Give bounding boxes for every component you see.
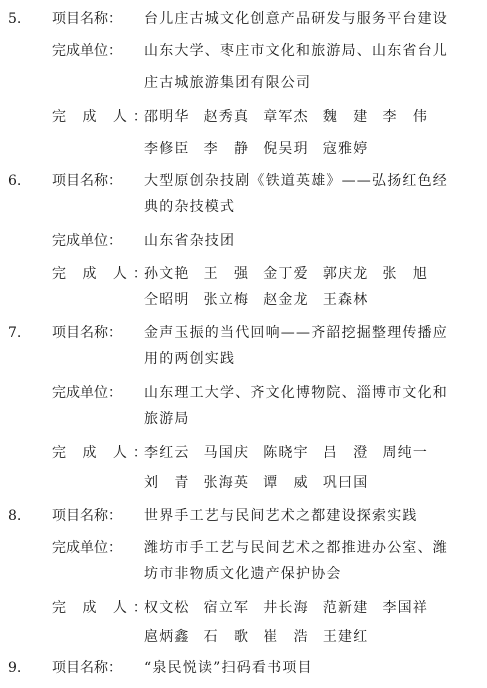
project-name: 世界手工艺与民间艺术之都建设探索实践 <box>144 508 418 524</box>
unit-text: 山东理工大学、齐文化博物院、淄博市文化和 <box>144 385 448 401</box>
person-name: 李 伟 <box>382 109 429 125</box>
person-name: 井长海 <box>263 600 309 616</box>
project-name: 大型原创杂技剧《铁道英雄》——弘扬红色经 <box>144 173 448 189</box>
people-names <box>144 136 382 162</box>
person-name: 王森林 <box>322 292 369 308</box>
person-name: 倪吴玥 <box>263 141 309 157</box>
project-name: 典的杂技模式 <box>144 199 236 215</box>
people-names <box>144 624 382 650</box>
people-names <box>144 595 442 621</box>
person-name: 崔 浩 <box>263 629 309 645</box>
person-name: 石 歌 <box>203 629 250 645</box>
person-name: 宿立军 <box>203 600 250 616</box>
project-label: 项目名称： <box>52 173 122 189</box>
person-name: 王 强 <box>203 266 250 282</box>
project-name: 台儿庄古城文化创意产品研发与服务平台建设 <box>144 11 448 27</box>
project-name: “泉民悦读”扫码看书项目 <box>144 660 313 676</box>
person-name: 李修臣 <box>144 141 190 157</box>
person-name: 寇雅婷 <box>322 141 369 157</box>
person-name: 刘 青 <box>144 475 190 491</box>
person-name: 周纯一 <box>382 445 429 461</box>
person-name: 赵金龙 <box>263 292 309 308</box>
unit-text: 潍坊市手工艺与民间艺术之都推进办公室、潍 <box>144 540 448 556</box>
person-name: 谭 威 <box>263 475 309 491</box>
unit-label: 完成单位： <box>52 43 122 59</box>
person-name: 郭庆龙 <box>322 266 369 282</box>
entry-number: 5. <box>8 11 22 27</box>
people-names <box>144 470 382 496</box>
entry-number: 7. <box>8 325 22 341</box>
project-label: 项目名称： <box>52 325 122 341</box>
people-label: 完 成 人： <box>52 445 153 461</box>
people-names <box>144 287 382 313</box>
entry-number: 8. <box>8 508 22 524</box>
project-label: 项目名称： <box>52 660 122 676</box>
people-names <box>144 104 442 130</box>
person-name: 陈晓宇 <box>263 445 309 461</box>
unit-label: 完成单位： <box>52 540 122 556</box>
unit-text: 庄古城旅游集团有限公司 <box>144 75 312 91</box>
person-name: 马国庆 <box>203 445 250 461</box>
unit-text: 山东大学、枣庄市文化和旅游局、山东省台儿 <box>144 43 448 59</box>
person-name: 李红云 <box>144 445 190 461</box>
person-name: 仝昭明 <box>144 292 190 308</box>
person-name: 权文松 <box>144 600 190 616</box>
person-name: 扈炳鑫 <box>144 629 190 645</box>
person-name: 张 旭 <box>382 266 429 282</box>
people-label: 完 成 人： <box>52 600 153 616</box>
person-name: 金丁爱 <box>263 266 309 282</box>
unit-text: 坊市非物质文化遗产保护协会 <box>144 566 342 582</box>
person-name: 张立梅 <box>203 292 250 308</box>
person-name: 孙文艳 <box>144 266 190 282</box>
person-name: 吕 澄 <box>322 445 369 461</box>
person-name: 张海英 <box>203 475 250 491</box>
project-name: 用的两创实践 <box>144 351 236 367</box>
unit-text: 旅游局 <box>144 411 190 427</box>
project-name: 金声玉振的当代回响——齐韶挖掘整理传播应 <box>144 325 448 341</box>
person-name: 魏 建 <box>322 109 369 125</box>
person-name: 赵秀真 <box>203 109 250 125</box>
people-label: 完 成 人： <box>52 266 153 282</box>
people-label: 完 成 人： <box>52 109 153 125</box>
unit-label: 完成单位： <box>52 233 122 249</box>
project-label: 项目名称： <box>52 11 122 27</box>
person-name: 范新建 <box>322 600 369 616</box>
people-names <box>144 261 442 287</box>
person-name: 李 静 <box>203 141 250 157</box>
unit-label: 完成单位： <box>52 385 122 401</box>
project-label: 项目名称： <box>52 508 122 524</box>
person-name: 邵明华 <box>144 109 190 125</box>
entry-number: 9. <box>8 660 22 676</box>
person-name: 章军杰 <box>263 109 309 125</box>
people-names <box>144 440 442 466</box>
person-name: 李国祥 <box>382 600 429 616</box>
person-name: 王建红 <box>322 629 369 645</box>
unit-text: 山东省杂技团 <box>144 233 236 249</box>
person-name: 巩曰国 <box>322 475 369 491</box>
entry-number: 6. <box>8 173 22 189</box>
